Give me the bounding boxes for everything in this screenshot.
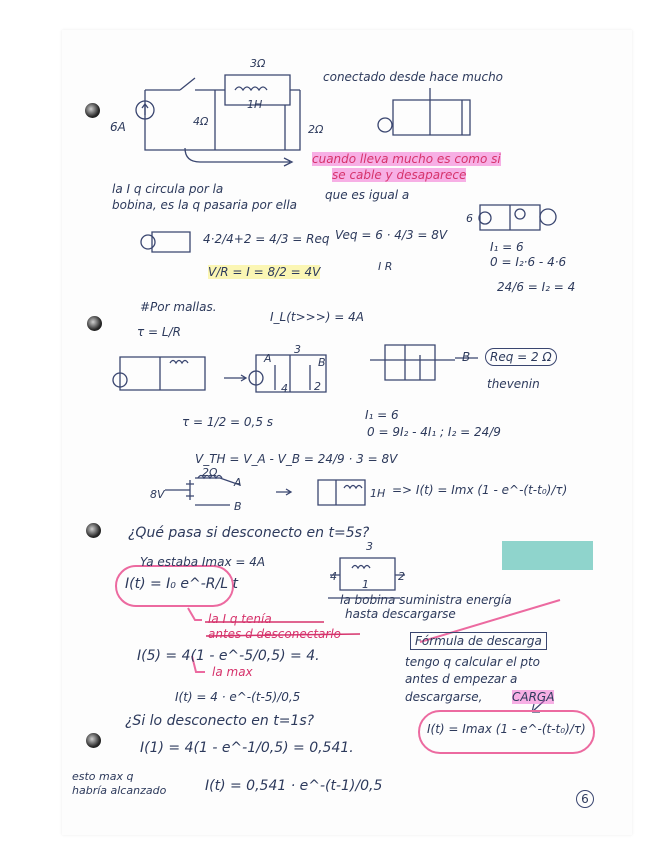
label-4b: 4 <box>281 382 288 395</box>
label-l1: 1H <box>247 98 263 111</box>
eq-it5: I(t) = 4 · e^-(t-5)/0,5 <box>175 690 301 704</box>
label-b2: B <box>462 350 471 364</box>
eq-it-box: I(t) = Imax (1 - e^-(t-t₀)/τ) <box>427 722 586 736</box>
eq-il-inf: I_L(t>>>) = 4A <box>270 310 364 324</box>
label-r4: 4Ω <box>193 115 209 128</box>
label-six: 6 <box>466 212 473 225</box>
note-bobina-sum: la bobina suministra energía <box>340 593 512 607</box>
eq-req: 4·2/4+2 = 4/3 = Req <box>203 232 330 246</box>
eq-tau-def: τ = L/R <box>137 325 181 339</box>
note-imax: la max <box>212 665 253 679</box>
eq-tau-val: τ = 1/2 = 0,5 s <box>182 415 274 429</box>
label-i-r: I R <box>378 260 393 273</box>
note-antes2: antes d empezar a <box>405 672 518 686</box>
note-cuando: cuando lleva mucho es como si <box>312 152 501 166</box>
page-number: 6 <box>576 790 594 808</box>
label-dis-2: 2 <box>398 570 405 583</box>
note-habria: habría alcanzado <box>72 784 167 797</box>
label-source: 6A <box>110 120 126 134</box>
label-a: A <box>264 352 272 365</box>
label-th-r: 2Ω <box>202 466 218 479</box>
label-dis-4: 4 <box>330 570 337 583</box>
label-2b: 2 <box>314 380 321 393</box>
question-t5: ¿Qué pasa si desconecto en t=5s? <box>128 525 370 541</box>
note-descargarse: descargarse, <box>405 690 483 704</box>
eq-vri: V/R = I = 8/2 = 4V <box>208 265 321 279</box>
label-r2: 2Ω <box>308 123 324 136</box>
label-th-b: B <box>234 500 242 513</box>
note-hasta: hasta descargarse <box>345 607 456 621</box>
label-th-a: A <box>234 476 242 489</box>
note-bobina: bobina, es la q pasaria por ella <box>112 198 298 212</box>
mesh2-i1: I₁ = 6 <box>365 408 399 422</box>
note-esto: esto max q <box>72 770 134 783</box>
label-r3: 3Ω <box>250 57 266 70</box>
eq-it-disc: I(t) = I₀ e^-R/L t <box>125 576 238 592</box>
note-tengo: tengo q calcular el pto <box>405 655 541 669</box>
eq-it-final: I(t) = 0,541 · e^-(t-1)/0,5 <box>205 778 383 794</box>
eq-req2: Req = 2 Ω <box>485 348 557 366</box>
eq-veq: Veq = 6 · 4/3 = 8V <box>335 228 448 242</box>
mesh-res: 24/6 = I₂ = 4 <box>497 280 576 294</box>
note-la-i: la I q circula por la <box>112 182 224 196</box>
note-igual: que es igual a <box>325 188 410 202</box>
note-lai: la I q tenía <box>208 612 272 626</box>
formula-box: Fórmula de descarga <box>410 632 547 650</box>
note-ya: Ya estaba Imax = 4A <box>140 555 266 569</box>
label-b: B <box>318 356 326 369</box>
label-dis-3: 3 <box>366 540 373 553</box>
label-3b: 3 <box>294 343 301 356</box>
mesh-eq: 0 = I₂·6 - 4·6 <box>490 255 567 269</box>
eq-i1: I(1) = 4(1 - e^-1/0,5) = 0,541. <box>140 740 354 756</box>
label-th-l: 1H <box>370 487 386 500</box>
note-cable: se cable y desaparece <box>332 168 467 182</box>
eq-it-formula: => I(t) = Imx (1 - e^-(t-t₀)/τ) <box>392 483 568 497</box>
mesh-i1: I₁ = 6 <box>490 240 524 254</box>
label-th-v: 8V <box>150 488 165 501</box>
question-t1: ¿Si lo desconecto en t=1s? <box>125 713 315 729</box>
note-conectado: conectado desde hace mucho <box>323 70 504 84</box>
note-antes: antes d desconectarlo <box>208 627 341 641</box>
note-mallas: #Por mallas. <box>140 300 217 314</box>
mesh2-eq: 0 = 9I₂ - 4I₁ ; I₂ = 24/9 <box>367 425 501 439</box>
note-thevenin: thevenin <box>487 377 540 391</box>
eq-i5: I(5) = 4(1 - e^-5/0,5) = 4. <box>137 648 320 664</box>
eq-vth: V_TH = V_A - V_B = 24/9 · 3 = 8V <box>195 452 398 466</box>
label-dis-1: 1 <box>362 578 369 591</box>
note-carga: CARGA <box>512 690 555 704</box>
